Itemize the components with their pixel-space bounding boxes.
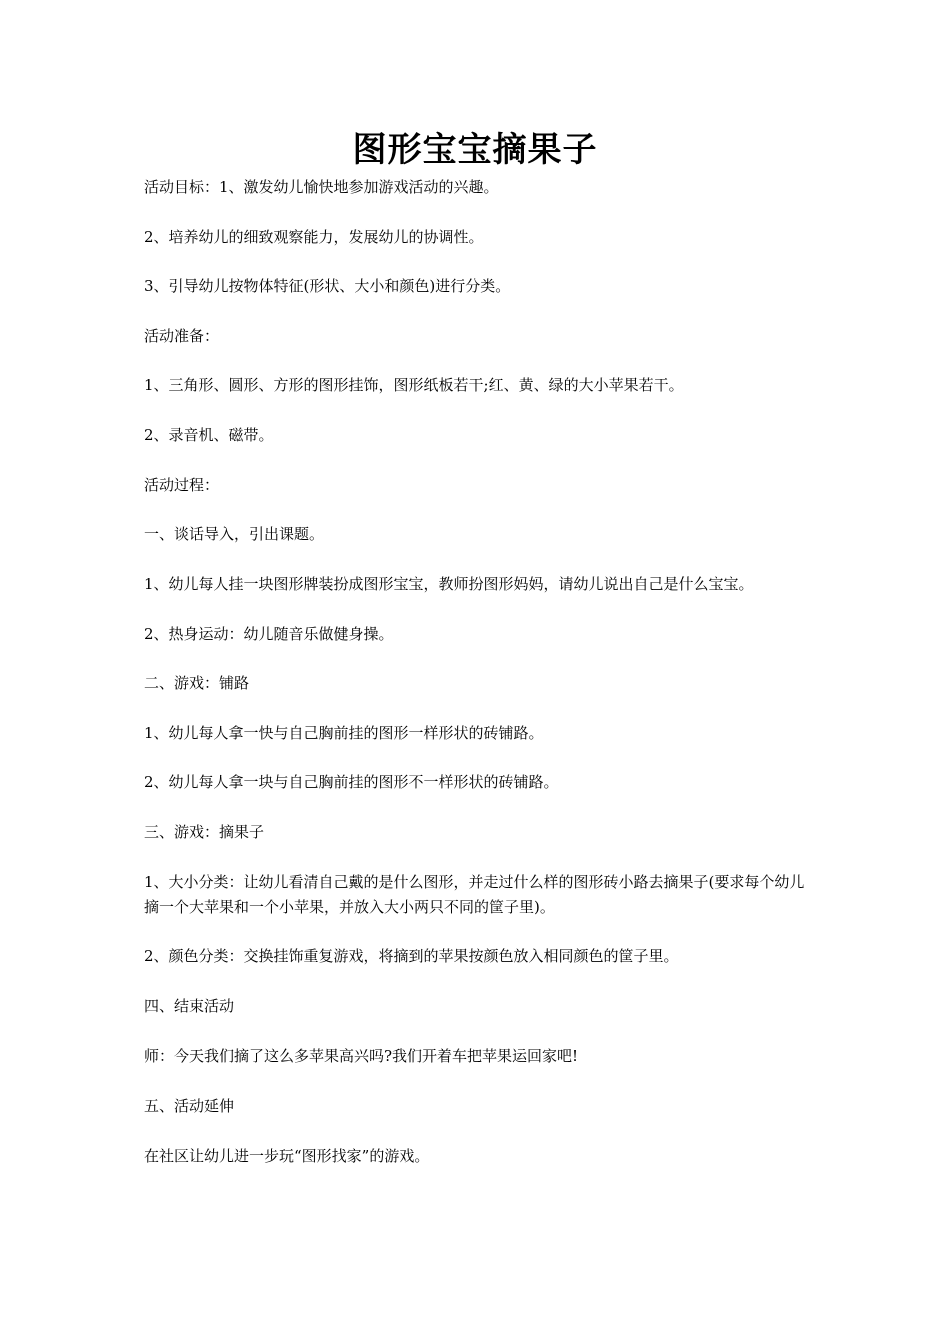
paragraph-section-2: 二、游戏：铺路: [144, 674, 250, 692]
paragraph-preparation-2: 2、录音机、磁带。: [144, 426, 274, 444]
paragraph-section-4-text: 师：今天我们摘了这么多苹果高兴吗?我们开着车把苹果运回家吧!: [144, 1047, 579, 1065]
paragraph-section-5-text: 在社区让幼儿进一步玩“图形找家”的游戏。: [144, 1147, 430, 1165]
paragraph-section-2-item-1: 1、幼儿每人拿一快与自己胸前挂的图形一样形状的砖铺路。: [144, 724, 544, 742]
paragraph-section-3: 三、游戏：摘果子: [144, 823, 265, 841]
paragraph-section-3-item-1: 1、大小分类：让幼儿看清自己戴的是什么图形，并走过什么样的图形砖小路去摘果子(要求每个幼儿摘一个大苹果和一个小苹果，并放入大小两只不同的筐子里)。: [144, 873, 805, 916]
paragraph-section-1: 一、谈话导入，引出课题。: [144, 525, 325, 543]
paragraph-goal-2: 2、培养幼儿的细致观察能力，发展幼儿的协调性。: [144, 228, 484, 246]
paragraph-preparation-heading: 活动准备：: [144, 327, 220, 345]
paragraph-section-4: 四、结束活动: [144, 997, 235, 1015]
document-title: 图形宝宝摘果子: [352, 130, 598, 170]
paragraph-process-heading: 活动过程：: [144, 476, 220, 494]
paragraph-section-5: 五、活动延伸: [144, 1097, 235, 1115]
paragraph-goal-1: 活动目标：1、激发幼儿愉快地参加游戏活动的兴趣。: [144, 178, 499, 196]
paragraph-section-1-item-1: 1、幼儿每人挂一块图形牌装扮成图形宝宝，教师扮图形妈妈，请幼儿说出自己是什么宝宝。: [144, 575, 754, 593]
paragraph-section-2-item-2: 2、幼儿每人拿一块与自己胸前挂的图形不一样形状的砖铺路。: [144, 773, 559, 791]
paragraph-section-1-item-2: 2、热身运动：幼儿随音乐做健身操。: [144, 625, 394, 643]
paragraph-section-3-item-2: 2、颜色分类：交换挂饰重复游戏，将摘到的苹果按颜色放入相同颜色的筐子里。: [144, 947, 679, 965]
paragraph-goal-3: 3、引导幼儿按物体特征(形状、大小和颜色)进行分类。: [144, 277, 511, 295]
paragraph-preparation-1: 1、三角形、圆形、方形的图形挂饰，图形纸板若干;红、黄、绿的大小苹果若干。: [144, 376, 684, 394]
